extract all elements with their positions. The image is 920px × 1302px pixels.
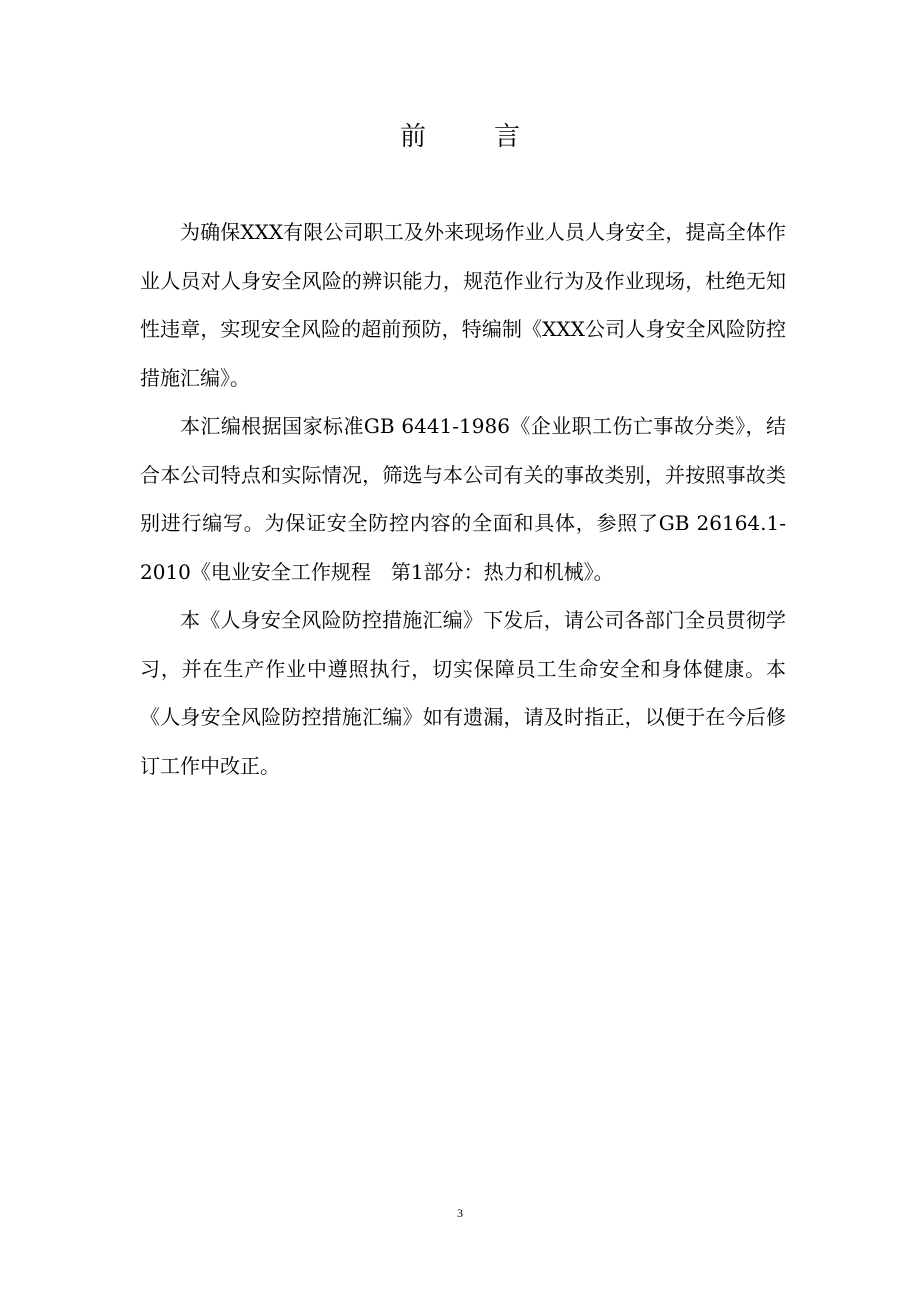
title-char-2: 言 xyxy=(494,122,521,152)
paragraph-3: 本《人身安全风险防控措施汇编》下发后，请公司各部门全员贯彻学习，并在生产作业中遵照执行，切实保障员工生命安全和身体健康。本《人身安全风险防控措施汇编》如有遗漏，请及时指正，以便于在今后修订工作中改正。 xyxy=(140,608,786,778)
page-title xyxy=(0,112,920,162)
preface-body xyxy=(140,208,786,790)
paragraph-1: 为确保XXX有限公司职工及外来现场作业人员人身安全，提高全体作业人员对人身安全风险的辨识能力，规范作业行为及作业现场，杜绝无知性违章，实现安全风险的超前预防，特编制《XXX公司人身安全风险防控措施汇编》。 xyxy=(140,220,786,390)
page-number: 3 xyxy=(457,1206,463,1220)
paragraph-2: 本汇编根据国家标准GB 6441-1986《企业职工伤亡事故分类》，结合本公司特点和实际情况，筛选与本公司有关的事故类别，并按照事故类别进行编写。为保证安全防控内容的全面和具体，参照了GB 26164.1-2010《电业安全工作规程 第1部分：热力和机械》。 xyxy=(140,414,786,584)
title-char-1: 前 xyxy=(399,122,426,152)
